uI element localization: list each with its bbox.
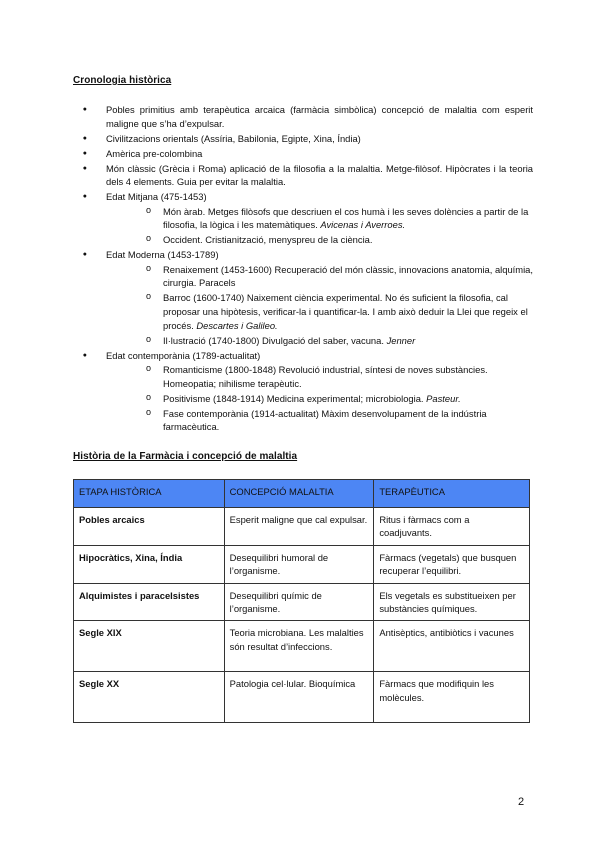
table-header-row bbox=[74, 480, 530, 508]
sub-list-item: o Occident. Cristianització, menyspreu de la ciència. bbox=[91, 233, 533, 247]
header-disease-concept: CONCEPCIÓ MALALTIA bbox=[224, 480, 374, 508]
header-therapeutics: TERAPÈUTICA bbox=[374, 480, 530, 508]
cell-stage: Pobles arcaics bbox=[74, 508, 225, 546]
cell-concept: Desequilibri químic de l’organisme. bbox=[224, 583, 374, 621]
table-row bbox=[74, 621, 530, 672]
cell-therapy: Ritus i fàrmacs com a coadjuvants. bbox=[374, 508, 530, 546]
list-item: ● Pobles primitius amb terapèutica arcaica (farmàcia simbòlica) concepció de malaltia com esperit maligne que s’ha d’expulsar. bbox=[73, 103, 533, 130]
sub-list-item: o Fase contemporània (1914-actualitat) Màxim desenvolupament de la indústria farmacèutica. bbox=[91, 407, 533, 434]
cell-therapy: Fàrmacs que modifiquin les molècules. bbox=[374, 672, 530, 723]
cell-concept: Patologia cel·lular. Bioquímica bbox=[224, 672, 374, 723]
sub-item-text: Món àrab. Metges filòsofs que descriuen el cos humà i les seves dolències a partir de la filosofia, la lògica i les matemàtiques. Avicenas i Averroes. bbox=[163, 205, 529, 231]
section-heading-chronology: Cronologia històrica bbox=[73, 75, 172, 86]
table-row bbox=[74, 583, 530, 621]
table-row bbox=[74, 508, 530, 546]
list-item: ● Edat contemporània (1789-actualitat) o Romanticisme (1800-1848) Revolució industrial, síntesi de noves substàncies. Homeopatia; nihilisme terapèutic. o Positivisme (1848-1914) Medicina experimental; microbiologia. Pasteur. o Fase contemporània (1914-actualitat) Màxim desenvolupament de la indústria farmacèutica. bbox=[73, 349, 533, 434]
sub-list-item bbox=[91, 205, 533, 232]
section-heading-pharmacy-history: Història de la Farmàcia i concepció de malaltia bbox=[73, 451, 298, 462]
cell-stage: Hipocràtics, Xina, Índia bbox=[74, 545, 225, 583]
cell-concept: Esperit maligne que cal expulsar. bbox=[224, 508, 374, 546]
list-item: ● Edat Mitjana (475-1453) o Món àrab. Metges filòsofs que descriuen el cos humà i les seves dolències a partir de la filosofia, la lògica i les matemàtiques. Avicenas i Averroes. o Occident. Cristianització, menyspreu de la ciència. bbox=[73, 190, 533, 247]
list-item: ● Edat Moderna (1453-1789) o Renaixement (1453-1600) Recuperació del món clàssic, innovacions anatomia, alquímia, cirurgia. Paracels o Barroc (1600-1740) Naixement ciència experimental. No és suficient la filosofia, cal proposar una hipòtesis, verificar-la i quantificar-la. I amb això deduir la Llei que regeix el procés. Descartes i Galileo. o Il·lustració (1740-1800) Divulgació del saber, vacuna. Jenner bbox=[73, 248, 533, 347]
sublist bbox=[91, 263, 533, 347]
page-number: 2 bbox=[518, 796, 525, 808]
sub-list-item bbox=[91, 334, 533, 348]
sublist bbox=[91, 205, 533, 247]
cell-stage: Segle XX bbox=[74, 672, 225, 723]
list-item: ● Civilitzacions orientals (Assíria, Babilonia, Egipte, Xina, Índia) bbox=[73, 132, 533, 146]
sublist bbox=[91, 363, 533, 434]
sub-item-text: Il·lustració (1740-1800) Divulgació del saber, vacuna. Jenner bbox=[163, 334, 416, 346]
sub-list-item bbox=[91, 392, 533, 406]
cell-stage: Alquimistes i paracelsistes bbox=[74, 583, 225, 621]
table-row bbox=[74, 545, 530, 583]
cell-therapy: Fàrmacs (vegetals) que busquen recuperar l’equilibri. bbox=[374, 545, 530, 583]
sub-item-text: Barroc (1600-1740) Naixement ciència experimental. No és suficient la filosofia, cal proposar una hipòtesis, verificar-la i quantificar-la. I amb això deduir la Llei que regeix el procés. Descartes i Galileo. bbox=[163, 292, 528, 331]
table-row bbox=[74, 672, 530, 723]
chronology-list bbox=[73, 103, 533, 435]
sub-list-item: o Romanticisme (1800-1848) Revolució industrial, síntesi de noves substàncies. Homeopatia; nihilisme terapèutic. bbox=[91, 363, 533, 390]
sub-list-item bbox=[91, 291, 533, 332]
cell-concept: Teoria microbiana. Les malalties són resultat d’infeccions. bbox=[224, 621, 374, 672]
list-item: ● Món clàssic (Grècia i Roma) aplicació de la filosofia a la malaltia. Metge-filòsof. Hipòcrates i la teoria dels 4 elements. Guia per evitar la malaltia. bbox=[73, 162, 533, 189]
sub-list-item: o Renaixement (1453-1600) Recuperació del món clàssic, innovacions anatomia, alquímia, cirurgia. Paracels bbox=[91, 263, 533, 290]
header-stage: ETAPA HISTÒRICA bbox=[74, 480, 225, 508]
cell-therapy: Antisèptics, antibiòtics i vacunes bbox=[374, 621, 530, 672]
cell-concept: Desequilibri humoral de l’organisme. bbox=[224, 545, 374, 583]
sub-item-text: Positivisme (1848-1914) Medicina experimental; microbiologia. Pasteur. bbox=[163, 392, 461, 404]
list-item: ● Amèrica pre-colombina bbox=[73, 147, 533, 161]
cell-therapy: Els vegetals es substitueixen per substàncies químiques. bbox=[374, 583, 530, 621]
pharmacy-history-table bbox=[73, 479, 530, 723]
cell-stage: Segle XIX bbox=[74, 621, 225, 672]
